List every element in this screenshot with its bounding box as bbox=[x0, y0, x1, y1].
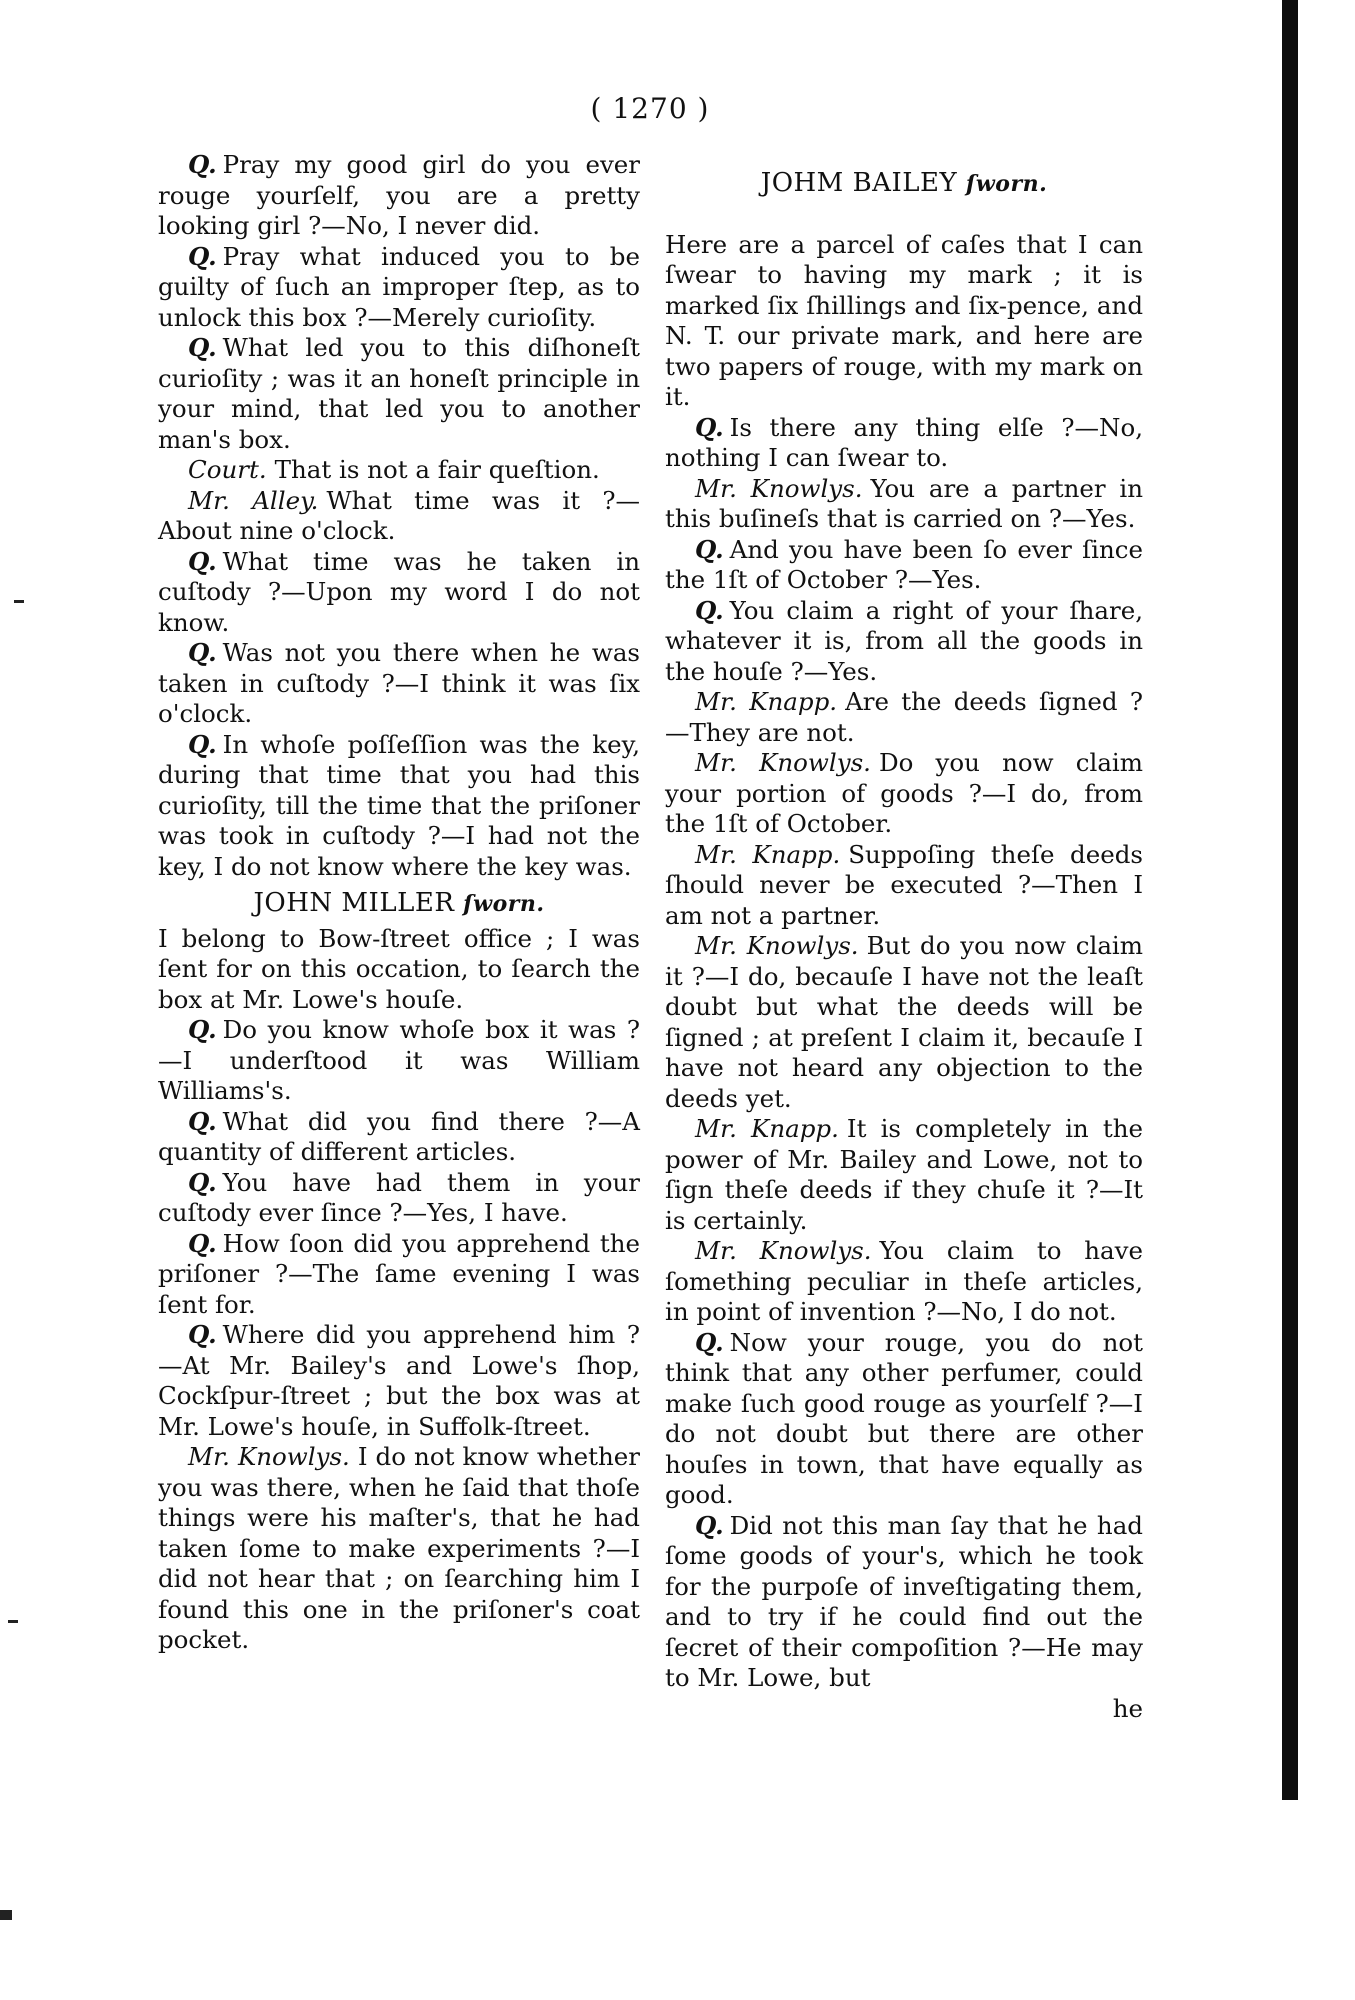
speaker-label: Q. bbox=[695, 595, 724, 625]
testimony-text: What time was he taken in cuſtody ?—Upon my word I do not know. bbox=[158, 546, 640, 637]
testimony-paragraph bbox=[665, 748, 1143, 840]
testimony-paragraph bbox=[158, 486, 640, 547]
speaker-label: Q. bbox=[188, 150, 217, 179]
speaker-label: Q. bbox=[695, 412, 724, 442]
witness-name: JOHM BAILEY bbox=[760, 168, 966, 198]
speaker-label: Q. bbox=[188, 1320, 217, 1349]
testimony-paragraph bbox=[158, 1229, 640, 1321]
testimony-text: Suppoſing theſe deeds ſhould never be executed ?—Then I am not a partner. bbox=[665, 839, 1143, 930]
testimony-text: And you have been ſo ever ſince the 1ſt of October ?—Yes. bbox=[665, 534, 1143, 594]
testimony-paragraph bbox=[158, 1442, 640, 1656]
speaker-label: Q. bbox=[188, 241, 217, 271]
speaker-label: Mr. Knowlys. bbox=[695, 1236, 872, 1265]
testimony-text: Pray what induced you to be guilty of ſuch an improper ſtep, as to unlock this box ?—Merely curioſity. bbox=[158, 241, 640, 332]
speaker-label: Q. bbox=[695, 534, 724, 564]
sworn-label: ſworn. bbox=[965, 171, 1048, 197]
testimony-paragraph bbox=[665, 1328, 1143, 1511]
speaker-label: Mr. Knowlys. bbox=[695, 931, 859, 960]
testimony-text: I do not know whether you was there, when he ſaid that thoſe things were his maſter's, that he had taken ſome to make experiments ?—I did not hear that ; on ſearching him I found this one in the priſoner's coat pocket. bbox=[158, 1442, 640, 1654]
testimony-paragraph bbox=[665, 1511, 1143, 1694]
testimony-paragraph bbox=[665, 535, 1143, 596]
speaker-label: Q. bbox=[188, 729, 217, 759]
speaker-label: Mr. Knapp. bbox=[695, 839, 841, 869]
testimony-text: Do you know whoſe box it was ?—I underſtood it was William Williams's. bbox=[158, 1015, 640, 1105]
speaker-label: Q. bbox=[695, 1510, 724, 1540]
speaker-label: Court. bbox=[188, 455, 267, 484]
sworn-label: ſworn. bbox=[463, 891, 545, 917]
speaker-label: Q. bbox=[695, 1327, 724, 1357]
testimony-paragraph bbox=[665, 687, 1143, 748]
testimony-paragraph bbox=[158, 638, 640, 730]
testimony-paragraph bbox=[158, 1320, 640, 1442]
speaker-label: Q. bbox=[188, 1015, 217, 1044]
speaker-label: Q. bbox=[188, 1167, 217, 1197]
margin-mark bbox=[0, 1910, 12, 1920]
testimony-paragraph bbox=[158, 1015, 640, 1107]
testimony-paragraph bbox=[158, 924, 640, 1016]
page-number: ( 1270 ) bbox=[590, 92, 710, 125]
testimony-text: Is there any thing elſe ?—No, nothing I can ſwear to. bbox=[665, 412, 1143, 472]
testimony-text: You claim to have ſomething peculiar in theſe articles, in point of invention ?—No, I do not. bbox=[665, 1236, 1143, 1326]
testimony-text: You have had them in your cuſtody ever ſince ?—Yes, I have. bbox=[158, 1167, 640, 1227]
testimony-text: How ſoon did you apprehend the priſoner ?—The ſame evening I was ſent for. bbox=[158, 1228, 640, 1319]
testimony-text: I belong to Bow-ſtreet office ; I was ſent for on this occation, to ſearch the box at Mr. Lowe's houſe. bbox=[158, 923, 640, 1014]
testimony-paragraph bbox=[158, 333, 640, 455]
page-edge-shadow bbox=[1282, 0, 1298, 1800]
speaker-label: Mr. Knowlys. bbox=[695, 748, 871, 777]
testimony-paragraph bbox=[158, 455, 640, 486]
testimony-text: You are a partner in this buſineſs that is carried on ?—Yes. bbox=[665, 473, 1143, 533]
testimony-paragraph bbox=[158, 150, 640, 242]
testimony-text: Are the deeds ſigned ?—They are not. bbox=[665, 687, 1143, 747]
speaker-label: Mr. Knowlys. bbox=[695, 473, 863, 503]
testimony-paragraph bbox=[665, 931, 1143, 1114]
testimony-paragraph bbox=[158, 730, 640, 883]
testimony-text: Was not you there when he was taken in cuſtody ?—I think it was ſix o'clock. bbox=[158, 638, 640, 728]
testimony-text: That is not a fair queſtion. bbox=[274, 455, 600, 484]
speaker-label: Q. bbox=[188, 333, 217, 362]
testimony-text: But do you now claim it ?—I do, becauſe I have not the leaſt doubt but what the deeds will be ſigned ; at preſent I claim it, becauſe I have not heard any objection to the deeds yet. bbox=[665, 931, 1143, 1113]
speaker-label: Mr. Knapp. bbox=[695, 1114, 839, 1143]
testimony-text: Here are a parcel of caſes that I can ſwear to having my mark ; it is marked ſix ſhillings and ſix-pence, and N. T. our private mark, and here are two papers of rouge, with my mark on it. bbox=[665, 229, 1143, 411]
speaker-label: Q. bbox=[188, 1106, 217, 1136]
testimony-paragraph bbox=[665, 413, 1143, 474]
right-column bbox=[665, 150, 1143, 1724]
testimony-text: Where did you apprehend him ?—At Mr. Bailey's and Lowe's ſhop, Cockſpur-ſtreet ; but the box was at Mr. Lowe's houſe, in Suffolk-ſtreet. bbox=[158, 1320, 640, 1441]
speaker-label: Q. bbox=[188, 638, 217, 667]
testimony-text: What led you to this diſhoneſt curioſity ; was it an honeſt principle in your mind, that led you to another man's box. bbox=[158, 333, 640, 454]
witness-name: JOHN MILLER bbox=[253, 888, 464, 918]
left-column bbox=[158, 150, 640, 1656]
witness-heading bbox=[158, 888, 640, 920]
testimony-paragraph bbox=[665, 596, 1143, 688]
testimony-text: Do you now claim your portion of goods ?—I do, from the 1ſt of October. bbox=[665, 748, 1144, 838]
speaker-label: Mr. Knowlys. bbox=[188, 1442, 350, 1471]
testimony-text: What did you find there ?—A quantity of different articles. bbox=[158, 1106, 640, 1166]
speaker-label: Q. bbox=[188, 546, 217, 576]
testimony-paragraph bbox=[158, 547, 640, 639]
testimony-paragraph bbox=[665, 840, 1143, 932]
speaker-label: Q. bbox=[188, 1228, 217, 1258]
witness-heading bbox=[665, 168, 1143, 200]
testimony-text: You claim a right of your ſhare, whatever it is, from all the goods in the houſe ?—Yes. bbox=[665, 595, 1143, 686]
testimony-text: In whoſe poſſeſſion was the key, during that time that you had this curioſity, till the time that the priſoner was took in cuſtody ?—I had not the key, I do not know where the key was. bbox=[158, 729, 640, 881]
speaker-label: Mr. Knapp. bbox=[695, 687, 838, 716]
margin-mark bbox=[14, 600, 24, 603]
testimony-text: Now your rouge, you do not think that any other perfumer, could make ſuch good rouge as yourſelf ?—I do not doubt but there are other houſes in town, that have equally as good. bbox=[665, 1327, 1143, 1509]
testimony-text: Did not this man ſay that he had ſome goods of your's, which he took for the purpoſe of inveſtigating them, and to try if he could find out the ſecret of their compoſition ?—He may to Mr. Lowe, but bbox=[665, 1510, 1143, 1692]
testimony-paragraph bbox=[158, 1107, 640, 1168]
catchword: he bbox=[1112, 1693, 1143, 1723]
testimony-paragraph bbox=[665, 1114, 1143, 1236]
testimony-paragraph bbox=[665, 474, 1143, 535]
margin-mark bbox=[8, 1620, 18, 1623]
testimony-text: What time was it ?—About nine o'clock. bbox=[158, 485, 640, 545]
speaker-label: Mr. Alley. bbox=[188, 485, 319, 515]
testimony-paragraph bbox=[158, 1168, 640, 1229]
testimony-text: Pray my good girl do you ever rouge yourſelf, you are a pretty looking girl ?—No, I never did. bbox=[158, 150, 640, 240]
testimony-paragraph bbox=[158, 242, 640, 334]
testimony-text: It is completely in the power of Mr. Bailey and Lowe, not to ſign theſe deeds if they chuſe it ?—It is certainly. bbox=[665, 1114, 1143, 1235]
testimony-paragraph bbox=[665, 1236, 1143, 1328]
testimony-paragraph bbox=[665, 230, 1143, 413]
